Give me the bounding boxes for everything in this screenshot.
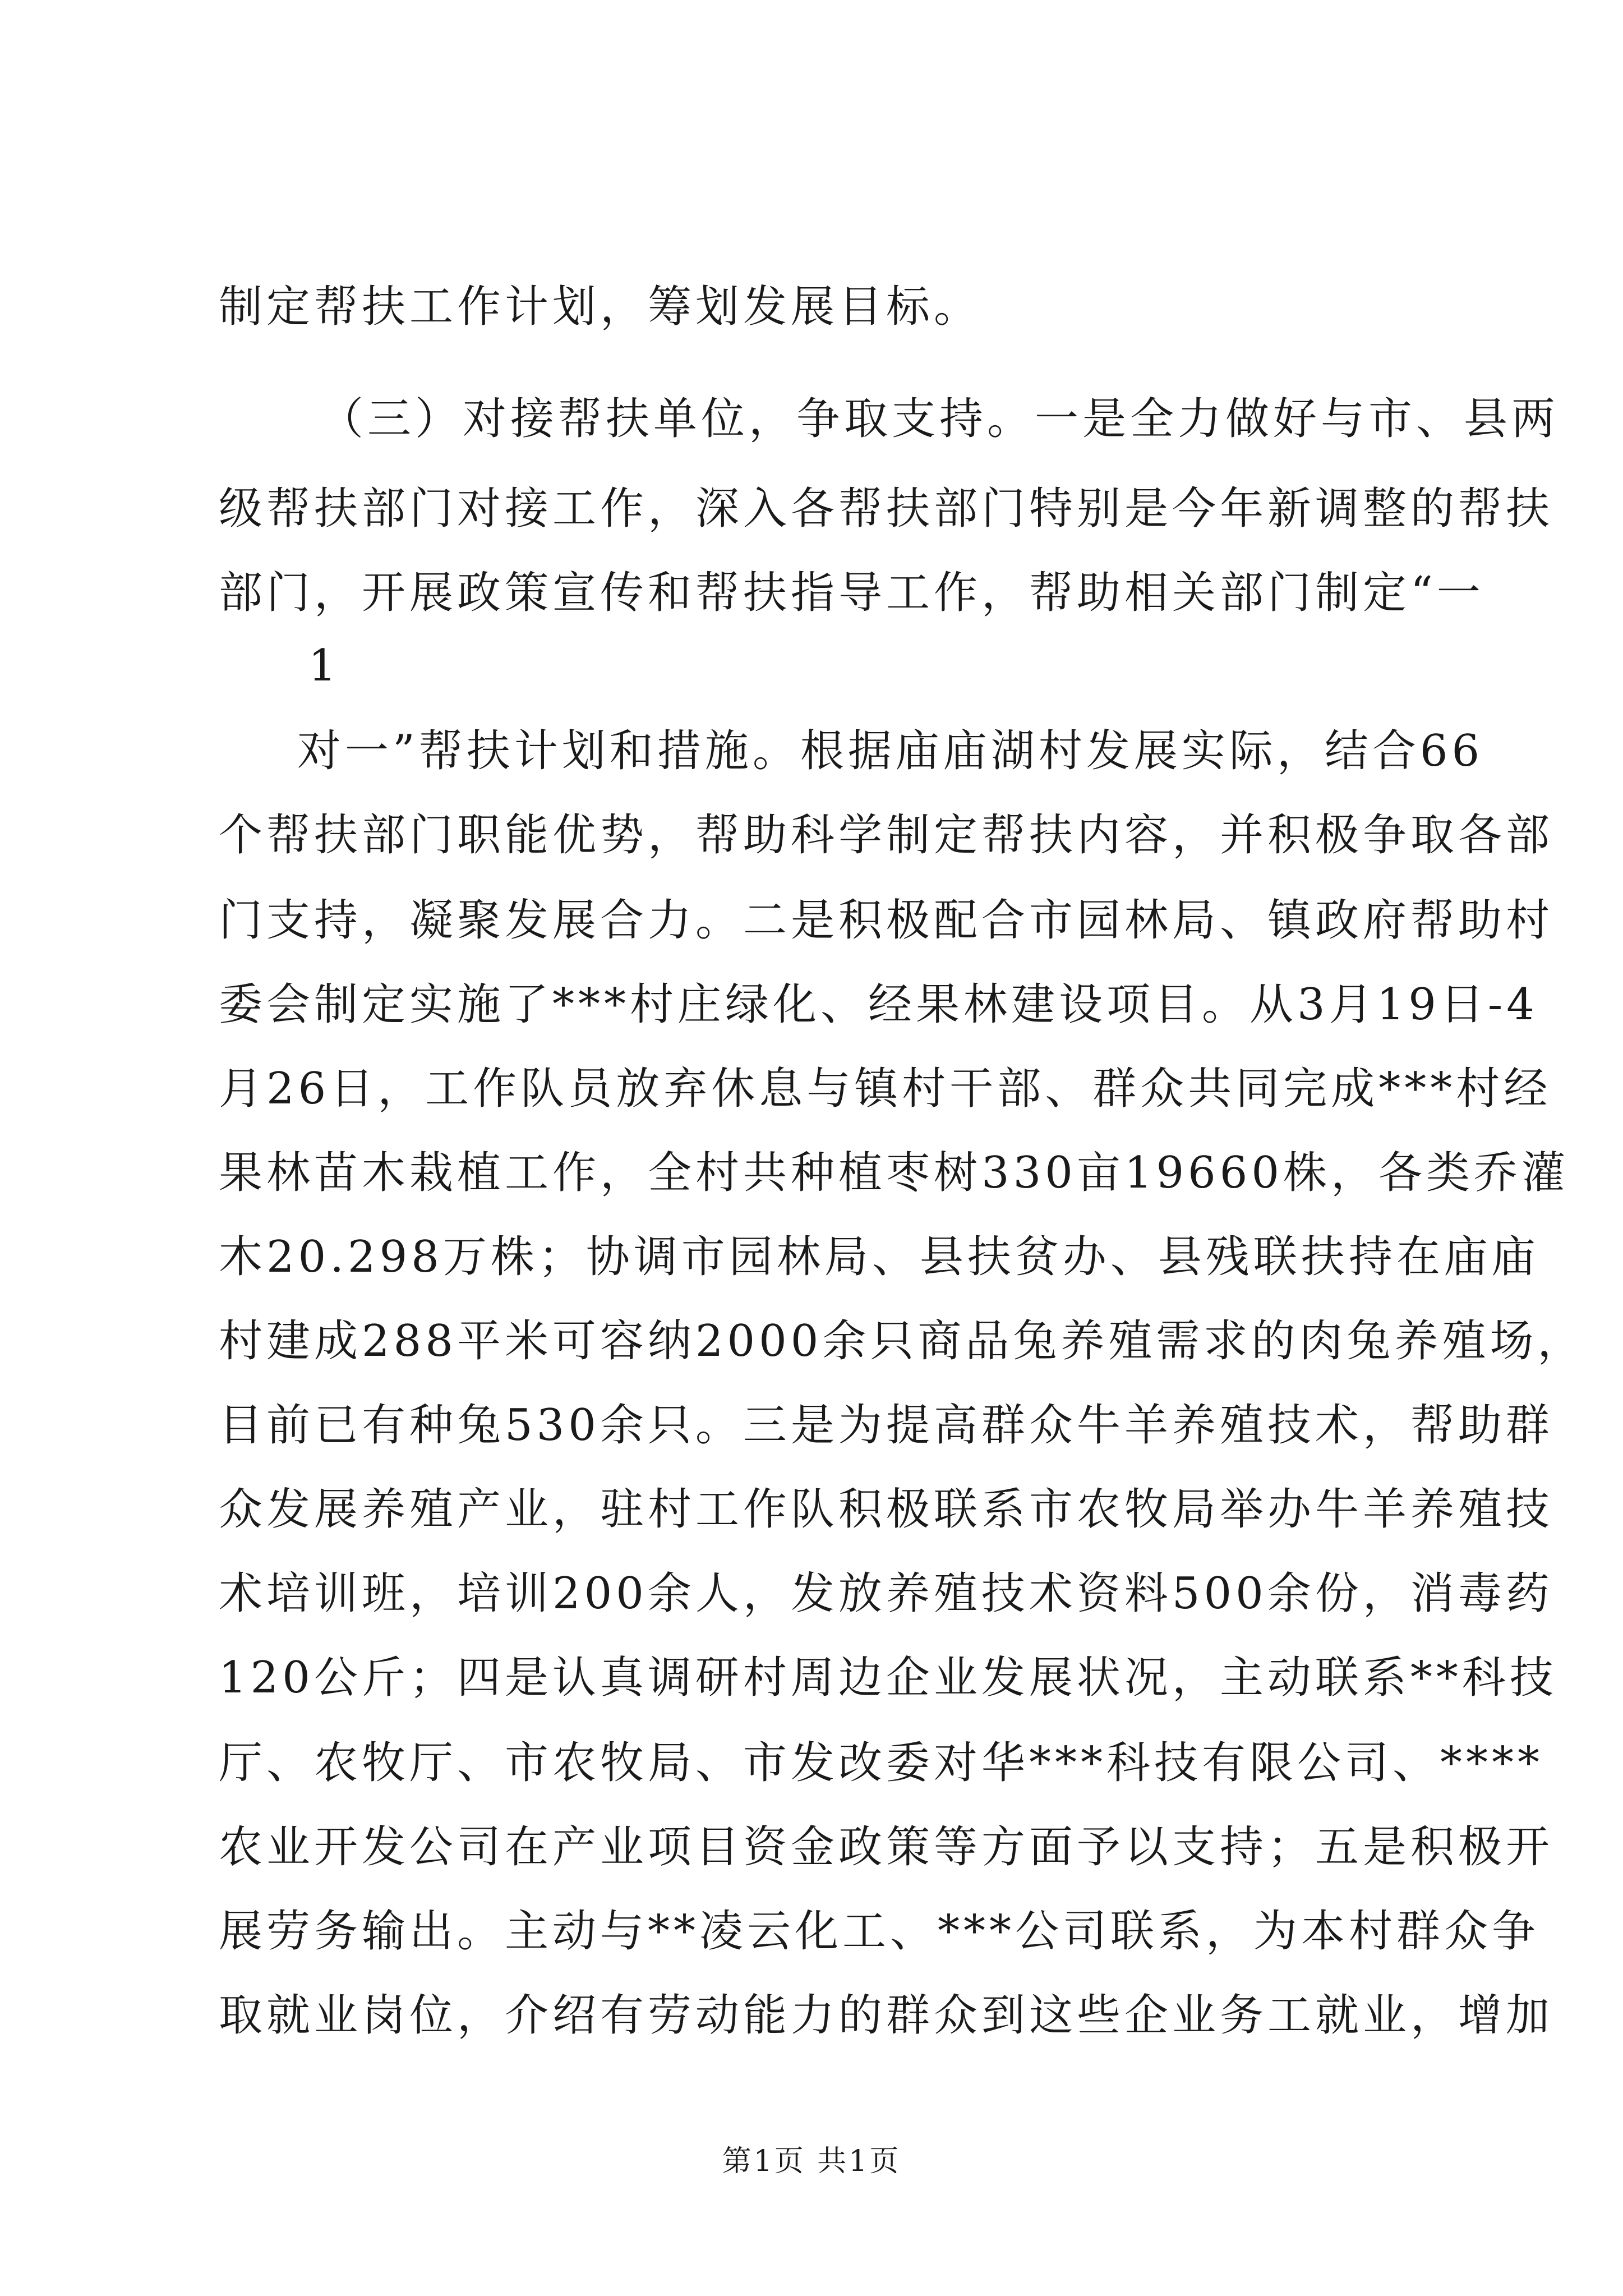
text-line: 部门，开展政策宣传和帮扶指导工作，帮助相关部门制定“一 [219, 568, 1484, 618]
text-line: 木20.298万株；协调市园林局、县扶贫办、县残联扶持在庙庙 [219, 1232, 1539, 1282]
text-line: 月26日，工作队员放弃休息与镇村干部、群众共同完成***村经 [219, 1064, 1552, 1114]
text-line: 村建成288平米可容纳2000余只商品兔养殖需求的肉兔养殖场， [219, 1316, 1585, 1366]
text-line: 厅、农牧厅、市农牧局、市发改委对华***科技有限公司、**** [219, 1738, 1544, 1788]
text-line: 取就业岗位，介绍有劳动能力的群众到这些企业务工就业，增加 [219, 1990, 1554, 2041]
text-line: 委会制定实施了***村庄绿化、经果林建设项目。从3月19日-4 [219, 979, 1538, 1030]
text-line: 对一”帮扶计划和措施。根据庙庙湖村发展实际，结合66 [297, 726, 1484, 776]
text-line: 果林苗木栽植工作，全村共种植枣树330亩19660株，各类乔灌 [219, 1148, 1570, 1198]
text-line: 门支持，凝聚发展合力。二是积极配合市园林局、镇政府帮助村 [219, 895, 1554, 946]
text-line: 展劳务输出。主动与**凌云化工、***公司联系，为本村群众争 [219, 1906, 1540, 1957]
text-line: 众发展养殖产业，驻村工作队积极联系市农牧局举办牛羊养殖技 [219, 1484, 1554, 1535]
text-line: 1 [308, 641, 340, 691]
text-line: 级帮扶部门对接工作，深入各帮扶部门特别是今年新调整的帮扶 [219, 484, 1554, 534]
text-line: 术培训班，培训200余人，发放养殖技术资料500余份，消毒药 [219, 1568, 1553, 1619]
text-line: 目前已有种兔530余只。三是为提高群众牛羊养殖技术，帮助群 [219, 1400, 1553, 1451]
text-line: 120公斤；四是认真调研村周边企业发展状况，主动联系**科技 [219, 1653, 1557, 1703]
text-line: （三）对接帮扶单位，争取支持。一是全力做好与市、县两 [320, 394, 1560, 444]
text-line: 农业开发公司在产业项目资金政策等方面予以支持；五是积极开 [219, 1822, 1554, 1872]
text-line: 个帮扶部门职能优势，帮助科学制定帮扶内容，并积极争取各部 [219, 810, 1554, 861]
page-footer: 第1页 共1页 [722, 2145, 901, 2178]
text-line: 制定帮扶工作计划，筹划发展目标。 [219, 282, 982, 332]
